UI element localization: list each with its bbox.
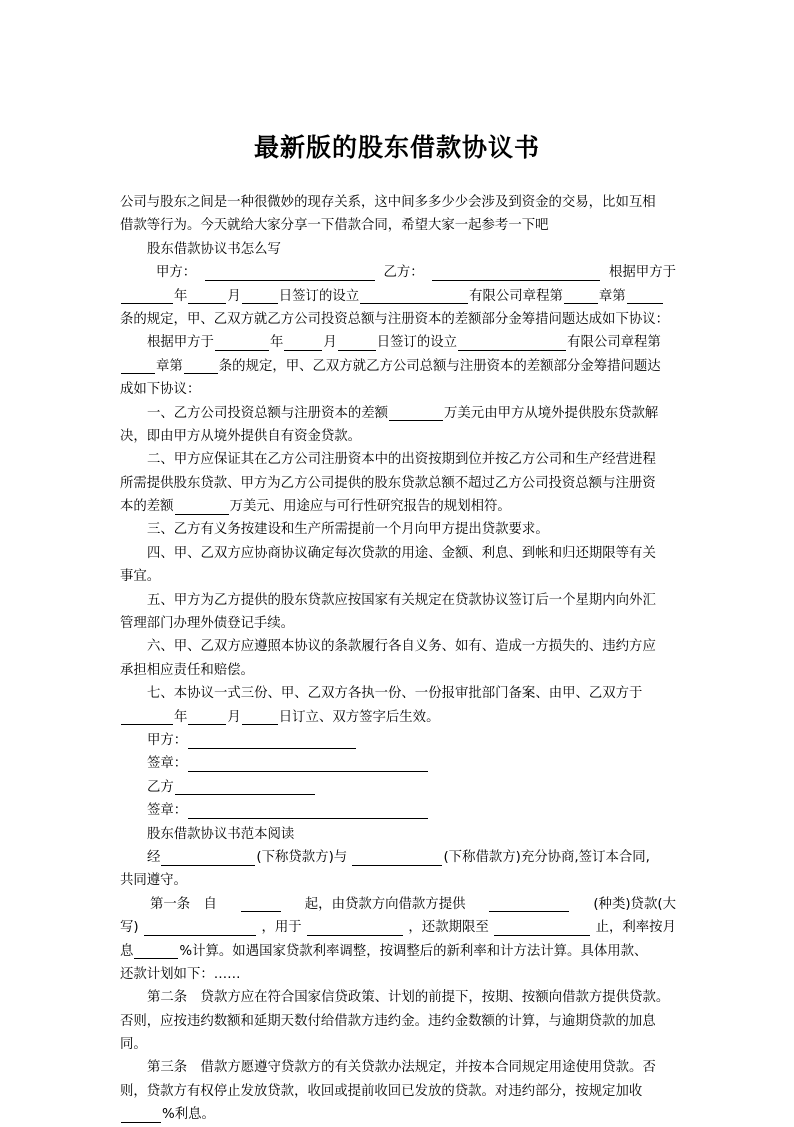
text-segment: %计算。如遇国家贷款利率调整，按调整后的新利率和计方法计算。具体用款、 [179, 943, 648, 959]
document-title: 最新版的股东借款协议书 [253, 133, 540, 162]
blank-fill-line [188, 803, 428, 819]
text-line [120, 659, 676, 682]
text-segment: 日签订的设立 [376, 335, 458, 351]
text-line [120, 238, 676, 261]
text-segment: 写) [120, 920, 139, 936]
text-segment: 共同遵守。 [120, 873, 187, 889]
text-line [120, 729, 676, 752]
text-segment: (下称贷款方)与 [256, 849, 352, 865]
text-segment: 根据甲方于 [147, 335, 214, 351]
text-segment: 乙方： [383, 265, 424, 281]
text-segment: 有限公司章程第 [567, 335, 661, 351]
text-segment: 万美元由甲方从境外提供股东贷款解 [444, 405, 659, 421]
text-segment: 管理部门办理外债登记手续。 [120, 616, 295, 632]
text-line [120, 846, 676, 869]
text-segment: (种类)贷款(大 [593, 896, 676, 912]
blank-fill-line [175, 499, 229, 515]
text-line [120, 308, 676, 331]
text-segment: 股东借款协议书怎么写 [147, 241, 281, 257]
blank-fill-line [352, 850, 442, 866]
text-segment: %利息。 [162, 1107, 215, 1123]
text-segment: 有限公司章程第 [469, 288, 563, 304]
text-line [120, 612, 676, 635]
text-line [120, 191, 676, 214]
text-line [120, 378, 676, 401]
blank-fill-line [121, 288, 173, 304]
blank-fill-line [188, 288, 226, 304]
text-segment: 根据甲方于 [609, 265, 676, 281]
blank-fill-line [241, 896, 281, 912]
text-line [120, 285, 676, 308]
blank-fill-line [494, 920, 590, 936]
text-segment: 公司与股东之间是一种很微妙的现存关系，这中间多多少少会涉及到资金的交易，比如互相 [120, 195, 656, 210]
text-line [120, 940, 676, 963]
text-segment: 年 [174, 709, 188, 725]
text-segment: 月 [227, 288, 241, 304]
text-segment: 所需提供股东贷款、甲方为乙方公司提供的股东贷款总额不超过乙方公司投资总额与注册资 [120, 475, 656, 491]
text-segment: 日签订的设立 [278, 288, 360, 304]
text-line [120, 331, 676, 354]
text-line [120, 869, 676, 892]
text-line [120, 916, 676, 939]
blank-fill-line [389, 405, 443, 421]
text-segment: 章第 [598, 288, 626, 304]
text-line [120, 355, 676, 378]
text-segment: 起，由贷款方向借款方提供 [304, 896, 466, 912]
blank-fill-line [188, 709, 226, 725]
text-line [120, 1033, 676, 1056]
text-line [120, 589, 676, 612]
text-segment: 承担相应责任和赔偿。 [120, 662, 254, 678]
text-line [120, 1010, 676, 1033]
blank-fill-line [338, 335, 376, 351]
text-segment: 条的规定，甲、乙双方就乙方公司总额与注册资本的差额部分金筹措问题达 [218, 358, 661, 374]
text-segment: 七、本协议一式三份、甲、乙双方各执一份、一份报审批部门备案、由甲、乙双方于 [147, 686, 643, 702]
text-segment: 甲方： [147, 732, 188, 748]
text-segment: 五、甲方为乙方提供的股东贷款应按国家有关规定在贷款协议签订后一个星期内向外汇 [147, 592, 656, 608]
text-line [120, 893, 676, 916]
text-line [120, 425, 676, 448]
text-line [120, 448, 676, 471]
blank-fill-line [144, 920, 256, 936]
text-segment: ，用于 [261, 920, 302, 936]
blank-fill-line [188, 756, 428, 772]
text-line [120, 682, 676, 705]
blank-fill-line [121, 709, 173, 725]
text-segment: 甲方： [156, 265, 197, 281]
text-line [120, 706, 676, 729]
text-segment: (下称借款方)充分协商,签订本合同, [443, 849, 650, 865]
blank-fill-line [134, 943, 178, 959]
text-segment: 月 [323, 335, 337, 351]
text-segment: 年 [269, 335, 284, 351]
blank-fill-line [161, 850, 255, 866]
text-line [120, 402, 676, 425]
text-line [120, 776, 676, 799]
text-segment: 签章： [147, 756, 188, 772]
text-segment: 条的规定，甲、乙双方就乙方公司投资总额与注册资本的差额部分金筹措问题达成如下协议： [120, 311, 670, 327]
text-line [120, 495, 676, 518]
text-segment: 年 [174, 288, 188, 304]
text-line [120, 214, 676, 237]
blank-fill-line [188, 733, 356, 749]
text-line [120, 1080, 676, 1103]
text-segment: 否则，应按违约数额和延期天数付给借款方违约金。违约金数额的计算，与逾期贷款的加息 [120, 1013, 656, 1029]
blank-fill-line [184, 358, 218, 374]
blank-fill-line [627, 288, 663, 304]
text-segment: 成如下协议： [120, 382, 201, 398]
text-segment: 第三条 借款方愿遵守贷款方的有关贷款办法规定，并按本合同规定用途使用贷款。否 [147, 1060, 656, 1076]
text-line [120, 261, 676, 284]
text-line [120, 823, 676, 846]
blank-fill-line [242, 288, 278, 304]
text-segment: 还款计划如下：…… [120, 966, 241, 982]
text-segment: 止，利率按月 [595, 920, 676, 936]
blank-fill-line [458, 335, 566, 351]
blank-fill-line [215, 335, 269, 351]
text-line [120, 1056, 676, 1079]
text-line [120, 565, 676, 588]
text-segment: 签章： [147, 803, 188, 819]
blank-fill-line [489, 896, 569, 912]
text-line [120, 986, 676, 1009]
text-segment: 四、甲、乙双方应协商协议确定每次贷款的用途、金额、利息、到帐和归还期限等有关 [147, 545, 656, 561]
text-line [120, 1103, 676, 1126]
text-line [120, 635, 676, 658]
blank-fill-line [432, 265, 600, 281]
blank-fill-line [121, 358, 155, 374]
text-segment: 第一条 自 [150, 896, 217, 912]
text-segment: 一、乙方公司投资总额与注册资本的差额 [147, 405, 389, 421]
blank-fill-line [242, 709, 278, 725]
text-segment: 股东借款协议书范本阅读 [147, 826, 295, 842]
text-segment: 决，即由甲方从境外提供自有资金贷款。 [120, 428, 362, 444]
text-segment: 则，贷款方有权停止发放贷款，收回或提前收回已发放的贷款。对违约部分，按规定加收 [120, 1083, 643, 1099]
text-line [120, 518, 676, 541]
text-segment: 万美元、用途应与可行性研究报告的规划相符。 [229, 499, 511, 515]
blank-fill-line [307, 920, 403, 936]
text-segment: 三、乙方有义务按建设和生产所需提前一个月向甲方提出贷款要求。 [147, 522, 549, 538]
blank-fill-line [564, 288, 598, 304]
text-segment: 章第 [156, 358, 183, 374]
blank-fill-line [360, 288, 468, 304]
text-segment: 乙方 [147, 779, 174, 795]
blank-fill-line [205, 265, 375, 281]
text-segment: 借款等行为。今天就给大家分享一下借款合同，希望大家一起参考一下吧 [120, 218, 549, 234]
text-segment: 第二条 贷款方应在符合国家信贷政策、计划的前提下，按期、按额向借款方提供贷款。 [147, 990, 670, 1006]
blank-fill-line [121, 1107, 161, 1123]
text-line [120, 752, 676, 775]
text-segment: 日订立、双方签字后生效。 [278, 709, 440, 725]
blank-fill-line [175, 779, 315, 795]
text-segment: 月 [227, 709, 241, 725]
text-line [120, 472, 676, 495]
text-line [120, 799, 676, 822]
text-segment: 同。 [120, 1037, 147, 1053]
text-segment: ，还款期限至 [408, 920, 489, 936]
text-segment: 息 [120, 943, 134, 959]
text-segment: 本的差额 [120, 499, 174, 515]
text-segment: 经 [147, 849, 161, 865]
text-line [120, 963, 676, 986]
text-segment: 六、甲、乙双方应遵照本协议的条款履行各自义务、如有、造成一方损失的、违约方应 [147, 639, 656, 655]
document-body [120, 191, 676, 1127]
text-segment: 二、甲方应保证其在乙方公司注册资本中的出资按期到位并按乙方公司和生产经营进程 [147, 452, 656, 468]
blank-fill-line [284, 335, 322, 351]
text-segment: 事宜。 [120, 569, 161, 585]
text-line [120, 542, 676, 565]
